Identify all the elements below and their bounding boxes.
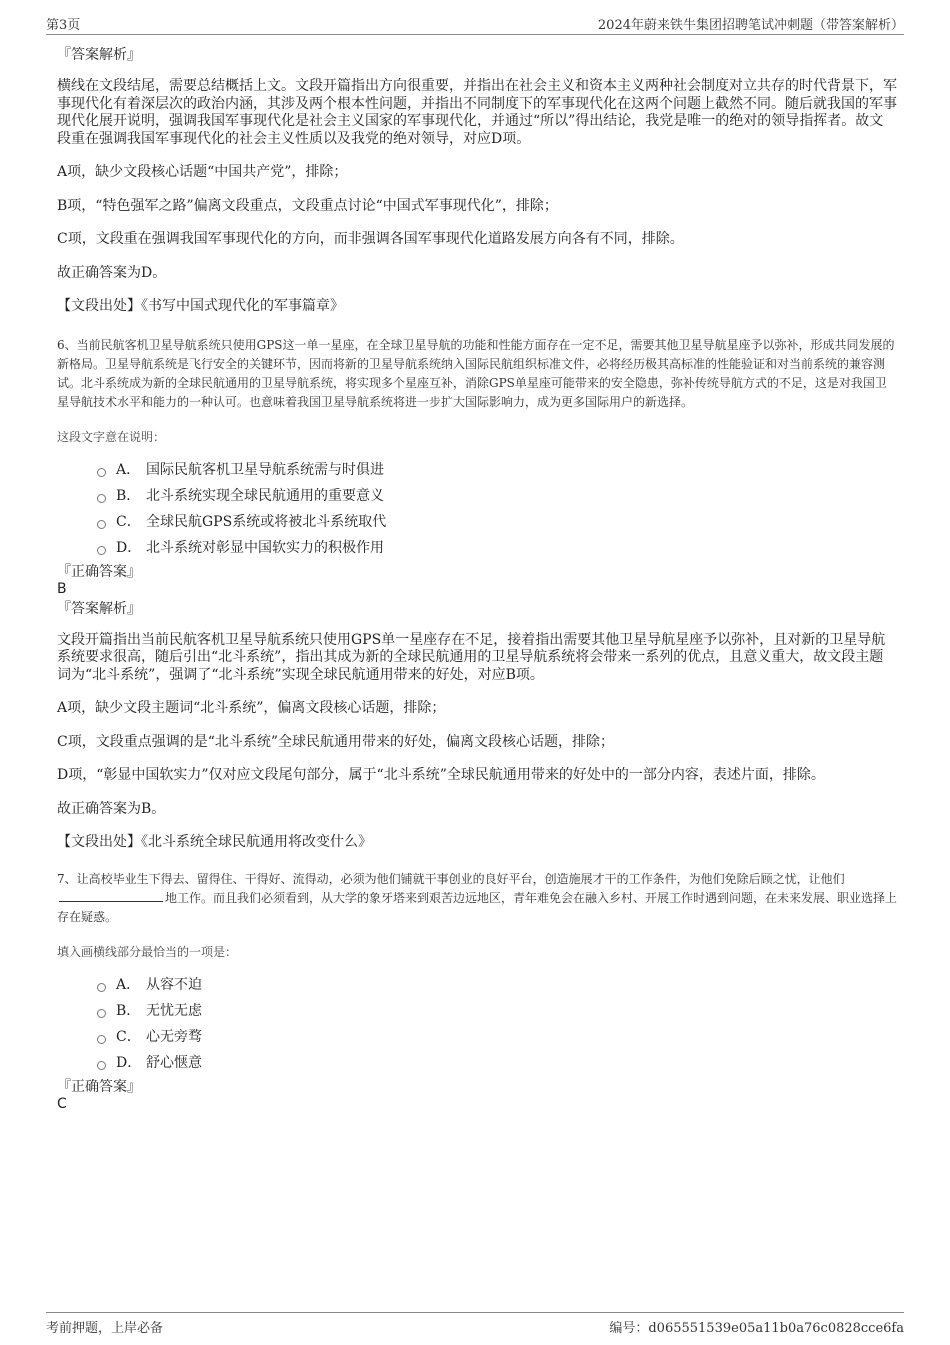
document-id: 编号：d065551539e05a11b0a76c0828cce6fa: [609, 1321, 904, 1336]
analysis-conclusion: 故正确答案为B。: [57, 800, 166, 817]
analysis-option-a: A项，缺少文段主题词“北斗系统”，偏离文段核心话题，排除；: [57, 700, 446, 716]
option-a[interactable]: A． 从容不迫: [57, 972, 897, 998]
analysis-label: 『答案解析』: [57, 47, 141, 63]
radio-icon[interactable]: [97, 1061, 106, 1070]
radio-icon[interactable]: [97, 468, 106, 477]
option-d[interactable]: D． 北斗系统对彰显中国软实力的积极作用: [57, 535, 897, 561]
question-6-text: 6、当前民航客机卫星导航系统只使用GPS这一单一星座，在全球卫星导航的功能和性能方面存在一定不足，需要其他卫星导航星座予以弥补，形成共同发展的新格局。卫星导航系统是飞行安全的关键环节，因而将新的卫星导航系统纳入国际民航组织标准文件，必将经历极其高标准的性能验证和对当前系统的兼容测试。北斗系统成为新的全球民航通用的卫星导航系统，将实现多个星座互补，消除GPS单星座可能带来的安全隐患，弥补传统导航方式的不足，这是对我国卫星导航技术水平和能力的一种认可。也意味着我国卫星导航系统将进一步扩大国际影响力，成为更多国际用户的新选择。: [57, 337, 895, 409]
document-title: 2024年蔚来铁牛集团招聘笔试冲刺题（带答案解析）: [597, 18, 904, 33]
analysis-option-b: B项，“特色强军之路”偏离文段重点，文段重点讨论“中国式军事现代化”，排除；: [57, 197, 558, 214]
footer-slogan: 考前押题，上岸必备: [46, 1321, 164, 1336]
radio-icon[interactable]: [97, 520, 106, 529]
analysis-conclusion: 故正确答案为D。: [57, 264, 167, 281]
radio-icon[interactable]: [97, 983, 106, 992]
analysis-option-c: C项，文段重在强调我国军事现代化的方向，而非强调各国军事现代化道路发展方向各有不同，排除。: [57, 231, 684, 247]
question-7-prompt: 填入画横线部分最恰当的一项是：: [57, 944, 238, 959]
page-content: [57, 46, 897, 1113]
page-number: 第3页: [46, 18, 81, 33]
analysis-option-a: A项，缺少文段核心话题“中国共产党”，排除；: [57, 164, 348, 180]
question-6-options: [57, 457, 897, 561]
source-citation: 【文段出处】《书写中国式现代化的军事篇章》: [57, 298, 344, 314]
correct-answer: B: [57, 580, 67, 597]
correct-answer: C: [57, 1095, 67, 1112]
page-header: [46, 14, 904, 35]
option-d[interactable]: D． 舒心惬意: [57, 1050, 897, 1076]
analysis-text: 文段开篇指出当前民航客机卫星导航系统只使用GPS单一星座存在不足，接着指出需要其他卫星导航星座予以弥补，且对新的卫星导航系统要求很高，随后引出“北斗系统”，指出其成为新的全球民航通用的卫星导航系统将会带来一系列的优点，且意义重大，故文段主题词为“北斗系统”，强调了“北斗系统”实现全球民航通用带来的好处，对应B项。: [57, 631, 886, 683]
option-a[interactable]: A． 国际民航客机卫星导航系统需与时俱进: [57, 457, 897, 483]
radio-icon[interactable]: [97, 494, 106, 503]
analysis-option-c: C项，文段重点强调的是“北斗系统”全球民航通用带来的好处，偏离文段核心话题，排除；: [57, 733, 615, 750]
question-7-options: [57, 972, 897, 1076]
option-b[interactable]: B． 北斗系统实现全球民航通用的重要意义: [57, 483, 897, 509]
option-c[interactable]: C． 心无旁骛: [57, 1024, 897, 1050]
fill-in-blank: [59, 889, 163, 902]
correct-answer-label: 『正确答案』: [57, 563, 141, 580]
radio-icon[interactable]: [97, 546, 106, 555]
analysis-text: 横线在文段结尾，需要总结概括上文。文段开篇指出方向很重要，并指出在社会主义和资本主义两种社会制度对立共存的时代背景下，军事现代化有着深层次的政治内涵，其涉及两个根本性问题，并指出不同制度下的军事现代化在这两个问题上截然不同。随后就我国的军事现代化展开说明，强调我国军事现代化是社会主义国家的军事现代化，并通过“所以”得出结论，我党是唯一的绝对的领导指挥者。故文段重在强调我国军事现代化的社会主义性质以及我党的绝对领导，对应D项。: [57, 78, 897, 147]
radio-icon[interactable]: [97, 1009, 106, 1018]
question-7-text: 7、让高校毕业生下得去、留得住、干得好、流得动，必须为他们铺就干事创业的良好平台，创造施展才干的工作条件，为他们免除后顾之忧，让他们地工作。而且我们必须看到，从大学的象牙塔来到艰苦边远地区，青年难免会在融入乡村、开展工作时遇到问题，在未来发展、职业选择上存在疑惑。: [57, 871, 898, 924]
question-6-prompt: 这段文字意在说明：: [57, 429, 166, 444]
radio-icon[interactable]: [97, 1035, 106, 1044]
page-footer: [46, 1312, 904, 1335]
option-c[interactable]: C． 全球民航GPS系统或将被北斗系统取代: [57, 509, 897, 535]
source-citation: 【文段出处】《北斗系统全球民航通用将改变什么》: [57, 834, 372, 850]
analysis-label: 『答案解析』: [57, 600, 141, 617]
option-b[interactable]: B． 无忧无虑: [57, 998, 897, 1024]
correct-answer-label: 『正确答案』: [57, 1078, 141, 1095]
analysis-option-d: D项，“彰显中国软实力”仅对应文段尾句部分，属于“北斗系统”全球民航通用带来的好处中的一部分内容，表述片面，排除。: [57, 767, 825, 783]
